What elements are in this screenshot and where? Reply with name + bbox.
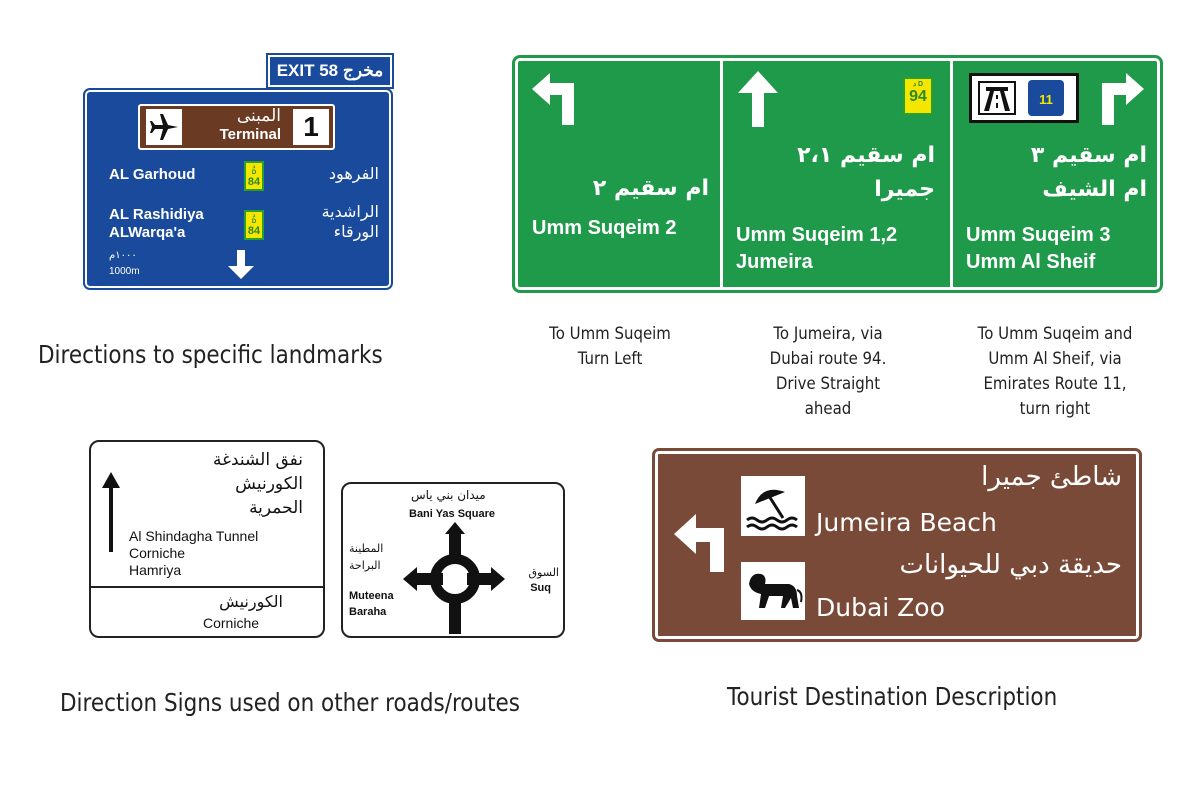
panel1-en: Umm Suqeim 2 xyxy=(532,217,677,239)
terminal-ar: المبنى xyxy=(236,106,281,126)
panel2-en2: Jumeira xyxy=(736,251,813,273)
corniche-ar: الكورنيش xyxy=(235,474,303,494)
route-prefix: د D xyxy=(251,213,257,225)
bottom-corniche-ar: الكورنيش xyxy=(219,592,283,611)
turn-left-arrow-icon xyxy=(530,71,580,131)
tunnel-ar: نفق الشندغة xyxy=(212,450,303,470)
route-94-badge xyxy=(903,77,933,115)
warqa-ar: الورقاء xyxy=(333,222,379,241)
blue-direction-sign xyxy=(85,90,391,288)
hamriya-ar: الحمرية xyxy=(249,498,303,518)
zoo-ar: حديقة دبي للحيوانات xyxy=(899,550,1122,580)
garhoud-ar: الفرهود xyxy=(328,164,379,183)
route-84-badge-2 xyxy=(244,210,264,240)
distance-en: 1000m xyxy=(109,266,140,277)
route-number: 94 xyxy=(909,88,927,105)
suq-ar: السوق xyxy=(528,566,559,579)
tunnel-en: Al Shindagha Tunnel xyxy=(129,528,259,544)
turn-left-arrow-icon xyxy=(672,512,730,579)
route-number: 84 xyxy=(247,176,261,188)
beach-en: Jumeira Beach xyxy=(816,508,997,537)
route-prefix: د D xyxy=(251,164,257,176)
white-sign-tunnel xyxy=(89,440,325,638)
corniche-en: Corniche xyxy=(129,545,186,561)
beach-ar: شاطئ جميرا xyxy=(981,462,1122,492)
caption-landmarks: Directions to specific landmarks xyxy=(38,340,383,369)
bani-yas-en: Bani Yas Square xyxy=(409,508,496,520)
panel3-ar2: ام الشيف xyxy=(1042,177,1147,202)
exit-plate: EXIT 58 مخرج xyxy=(268,55,392,87)
distance-ar: ١٠٠٠م xyxy=(109,250,137,261)
bottom-corniche-en: Corniche xyxy=(203,615,260,631)
turn-right-arrow-icon xyxy=(1096,71,1146,131)
up-arrow-icon xyxy=(101,472,121,557)
white-sign-roundabout xyxy=(341,482,565,638)
note-straight: To Jumeira, via Dubai route 94. Drive Straight ahead xyxy=(769,324,887,419)
terminal-en: Terminal xyxy=(219,126,281,143)
panel3-en2: Umm Al Sheif xyxy=(966,251,1096,273)
panel1-ar: ام سقيم ٢ xyxy=(592,176,709,201)
baraha-en: Baraha xyxy=(349,606,387,618)
panel3-en1: Umm Suqeim 3 xyxy=(966,224,1111,246)
note-turn-right: To Umm Suqeim and Umm Al Sheif, via Emirates Route 11, turn right xyxy=(977,324,1133,419)
rashidiya-en: AL Rashidiya xyxy=(109,206,204,223)
muteena-en: Muteena xyxy=(349,590,394,602)
route-84-badge xyxy=(244,161,264,191)
panel-divider xyxy=(720,61,723,287)
straight-arrow-icon xyxy=(736,69,780,134)
note-turn-left: To Umm Suqeim Turn Left xyxy=(549,324,671,369)
lion-icon xyxy=(741,562,805,620)
zoo-en: Dubai Zoo xyxy=(816,593,945,622)
airplane-icon xyxy=(146,109,182,145)
panel2-ar2: جميرا xyxy=(874,177,935,202)
panel2-ar1: ام سقيم ٢،١ xyxy=(797,143,935,168)
sign-divider xyxy=(91,586,323,588)
garhoud-en: AL Garhoud xyxy=(109,166,196,183)
terminal-number: 1 xyxy=(293,109,329,145)
route-prefix: د D xyxy=(912,81,924,88)
terminal-panel xyxy=(138,104,335,150)
rashidiya-ar: الراشدية xyxy=(321,202,379,221)
suq-en: Suq xyxy=(530,582,551,594)
beach-umbrella-icon xyxy=(741,476,805,536)
green-direction-sign xyxy=(515,58,1160,290)
route-number: 84 xyxy=(247,225,261,237)
panel2-en1: Umm Suqeim 1,2 xyxy=(736,224,898,246)
panel-divider xyxy=(950,61,953,287)
warqa-en: ALWarqa'a xyxy=(109,224,186,241)
caption-other-roads: Direction Signs used on other roads/routes xyxy=(60,688,520,717)
down-arrow-icon xyxy=(227,250,255,285)
hamriya-en: Hamriya xyxy=(129,562,182,578)
motorway-icon xyxy=(978,81,1016,115)
panel3-ar1: ام سقيم ٣ xyxy=(1030,143,1147,168)
caption-tourist: Tourist Destination Description xyxy=(727,682,1058,711)
roundabout-diagram-icon xyxy=(403,522,507,639)
bani-yas-ar: ميدان بني ياس xyxy=(411,488,486,502)
emirates-route-11-badge: 11 xyxy=(1028,80,1064,116)
baraha-ar: البراحة xyxy=(349,559,381,572)
muteena-ar: المطينة xyxy=(349,542,384,555)
route-shields-box xyxy=(969,73,1079,123)
tourist-sign xyxy=(655,451,1139,639)
